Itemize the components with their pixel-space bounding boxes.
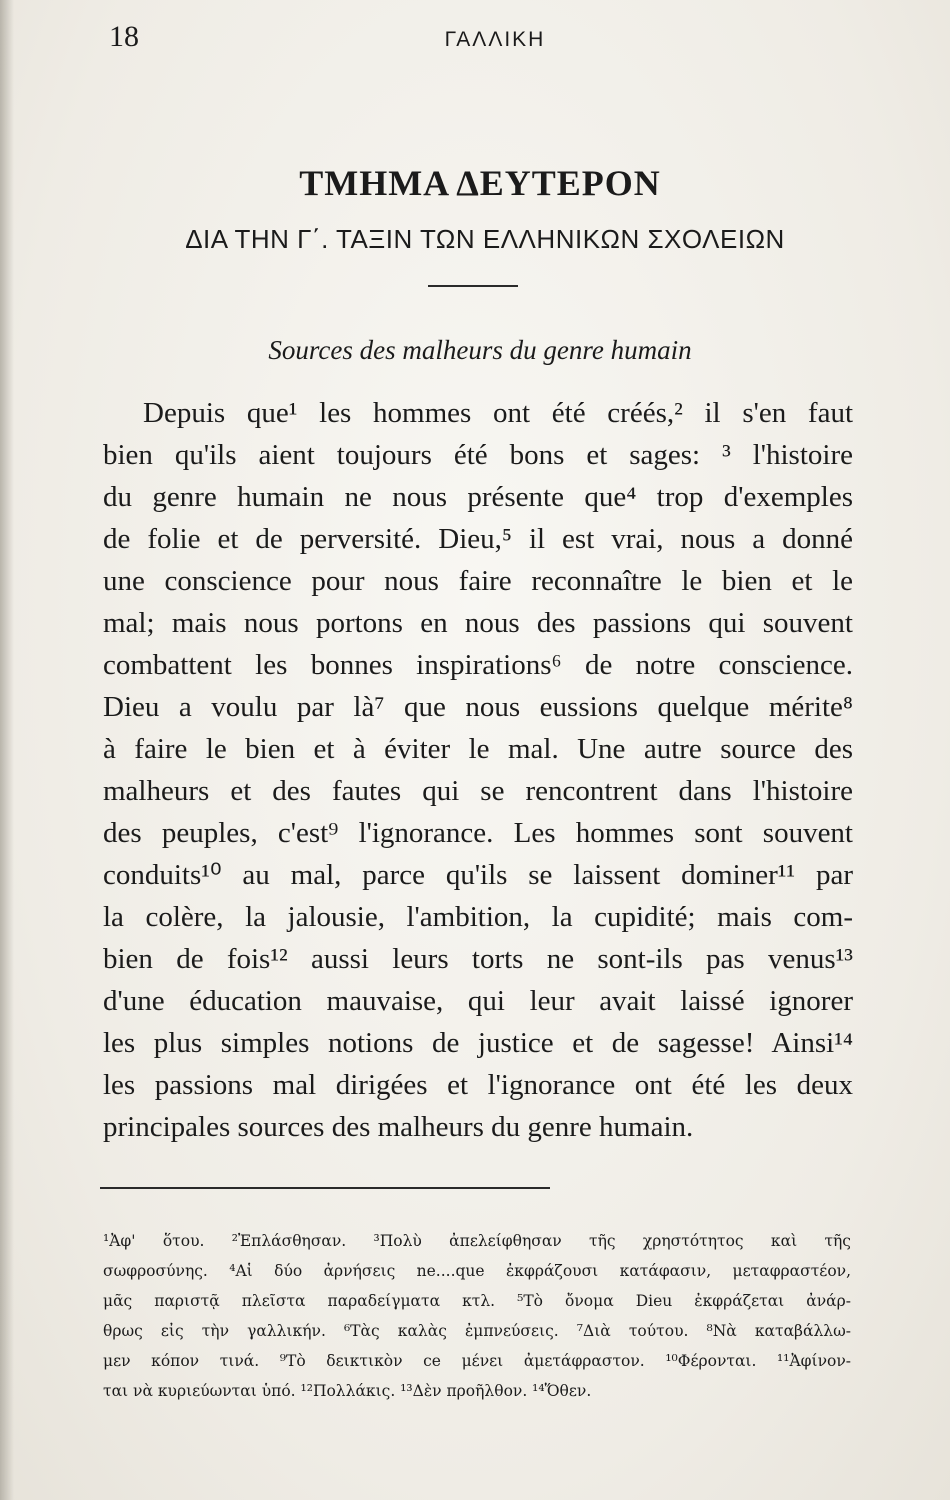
footnote-line: μᾶς παριστᾷ πλεῖστα παραδείγματα κτλ. ⁵Τὸ ὄνομα Dieu ἐκφράζεται ἀνάρ- <box>103 1292 851 1310</box>
body-line: Depuis que¹ les hommes ont été créés,² il s'en faut <box>143 397 853 429</box>
body-line: des peuples, c'est⁹ l'ignorance. Les hommes sont souvent <box>103 817 853 849</box>
section-title: ΤΜΗΜΑ ΔΕΥΤΕΡΟΝ <box>299 163 661 203</box>
body-line: les plus simples notions de justice et de sagesse! Ainsi¹⁴ <box>103 1027 853 1059</box>
running-head: ΓΑΛΛΙΚΗ <box>444 28 546 51</box>
body-line: la colère, la jalousie, l'ambition, la cupidité; mais com- <box>103 901 853 933</box>
footnote-divider <box>100 1187 550 1189</box>
footnote-line: σωφροσύνης. ⁴Αἱ δύο ἀρνήσεις ne....que ἐκφράζουσι κατάφασιν, μεταφραστέον, <box>103 1262 851 1280</box>
footnote-line: ¹Ἀφ' ὅτου. ²Ἐπλάσθησαν. ³Πολὺ ἀπελείφθησαν τῆς χρηστότητος καὶ τῆς <box>103 1232 851 1250</box>
body-line: à faire le bien et à éviter le mal. Une autre source des <box>103 733 853 765</box>
body-line: de folie et de perversité. Dieu,⁵ il est vrai, nous a donné <box>103 523 853 555</box>
article-title: Sources des malheurs du genre humain <box>268 335 692 365</box>
body-line: bien qu'ils aient toujours été bons et sages: ³ l'histoire <box>103 439 853 471</box>
body-line: conduits¹⁰ au mal, parce qu'ils se laissent dominer¹¹ par <box>103 859 853 891</box>
body-line: mal; mais nous portons en nous des passions qui souvent <box>103 607 853 639</box>
body-line: malheurs et des fautes qui se rencontrent dans l'histoire <box>103 775 853 807</box>
footnote-line: ται νὰ κυριεύωνται ὑπό. ¹²Πολλάκις. ¹³Δὲν προῆλθον. ¹⁴Ὅθεν. <box>103 1382 592 1400</box>
footnote-line: μεν κόπον τινά. ⁹Τὸ δεικτικὸν ce μένει ἀμετάφραστον. ¹⁰Φέρονται. ¹¹Ἀφίνον- <box>103 1352 851 1370</box>
article-body <box>103 392 853 1148</box>
title-divider <box>428 285 518 287</box>
body-line: une conscience pour nous faire reconnaître le bien et le <box>103 565 853 597</box>
body-line: Dieu a voulu par là⁷ que nous eussions quelque mérite⁸ <box>103 691 853 723</box>
body-line: d'une éducation mauvaise, qui leur avait laissé ignorer <box>103 985 853 1017</box>
body-line: du genre humain ne nous présente que⁴ trop d'exemples <box>103 481 853 513</box>
page-number: 18 <box>109 20 139 53</box>
body-line: combattent les bonnes inspirations⁶ de notre conscience. <box>103 649 853 681</box>
body-line: bien de fois¹² aussi leurs torts ne sont-ils pas venus¹³ <box>103 943 853 975</box>
footnotes <box>103 1226 851 1406</box>
body-line: les passions mal dirigées et l'ignorance ont été les deux <box>103 1069 853 1101</box>
section-subtitle: ΔΙΑ ΤΗΝ Γ΄. ΤΑΞΙΝ ΤΩΝ ΕΛΛΗΝΙΚΩΝ ΣΧΟΛΕΙΩΝ <box>185 224 785 254</box>
body-line: principales sources des malheurs du genre humain. <box>103 1111 694 1143</box>
footnote-line: θρως εἰς τὴν γαλλικήν. ⁶Τὰς καλὰς ἐμπνεύσεις. ⁷Διὰ τούτου. ⁸Νὰ καταβάλλω- <box>103 1322 851 1340</box>
